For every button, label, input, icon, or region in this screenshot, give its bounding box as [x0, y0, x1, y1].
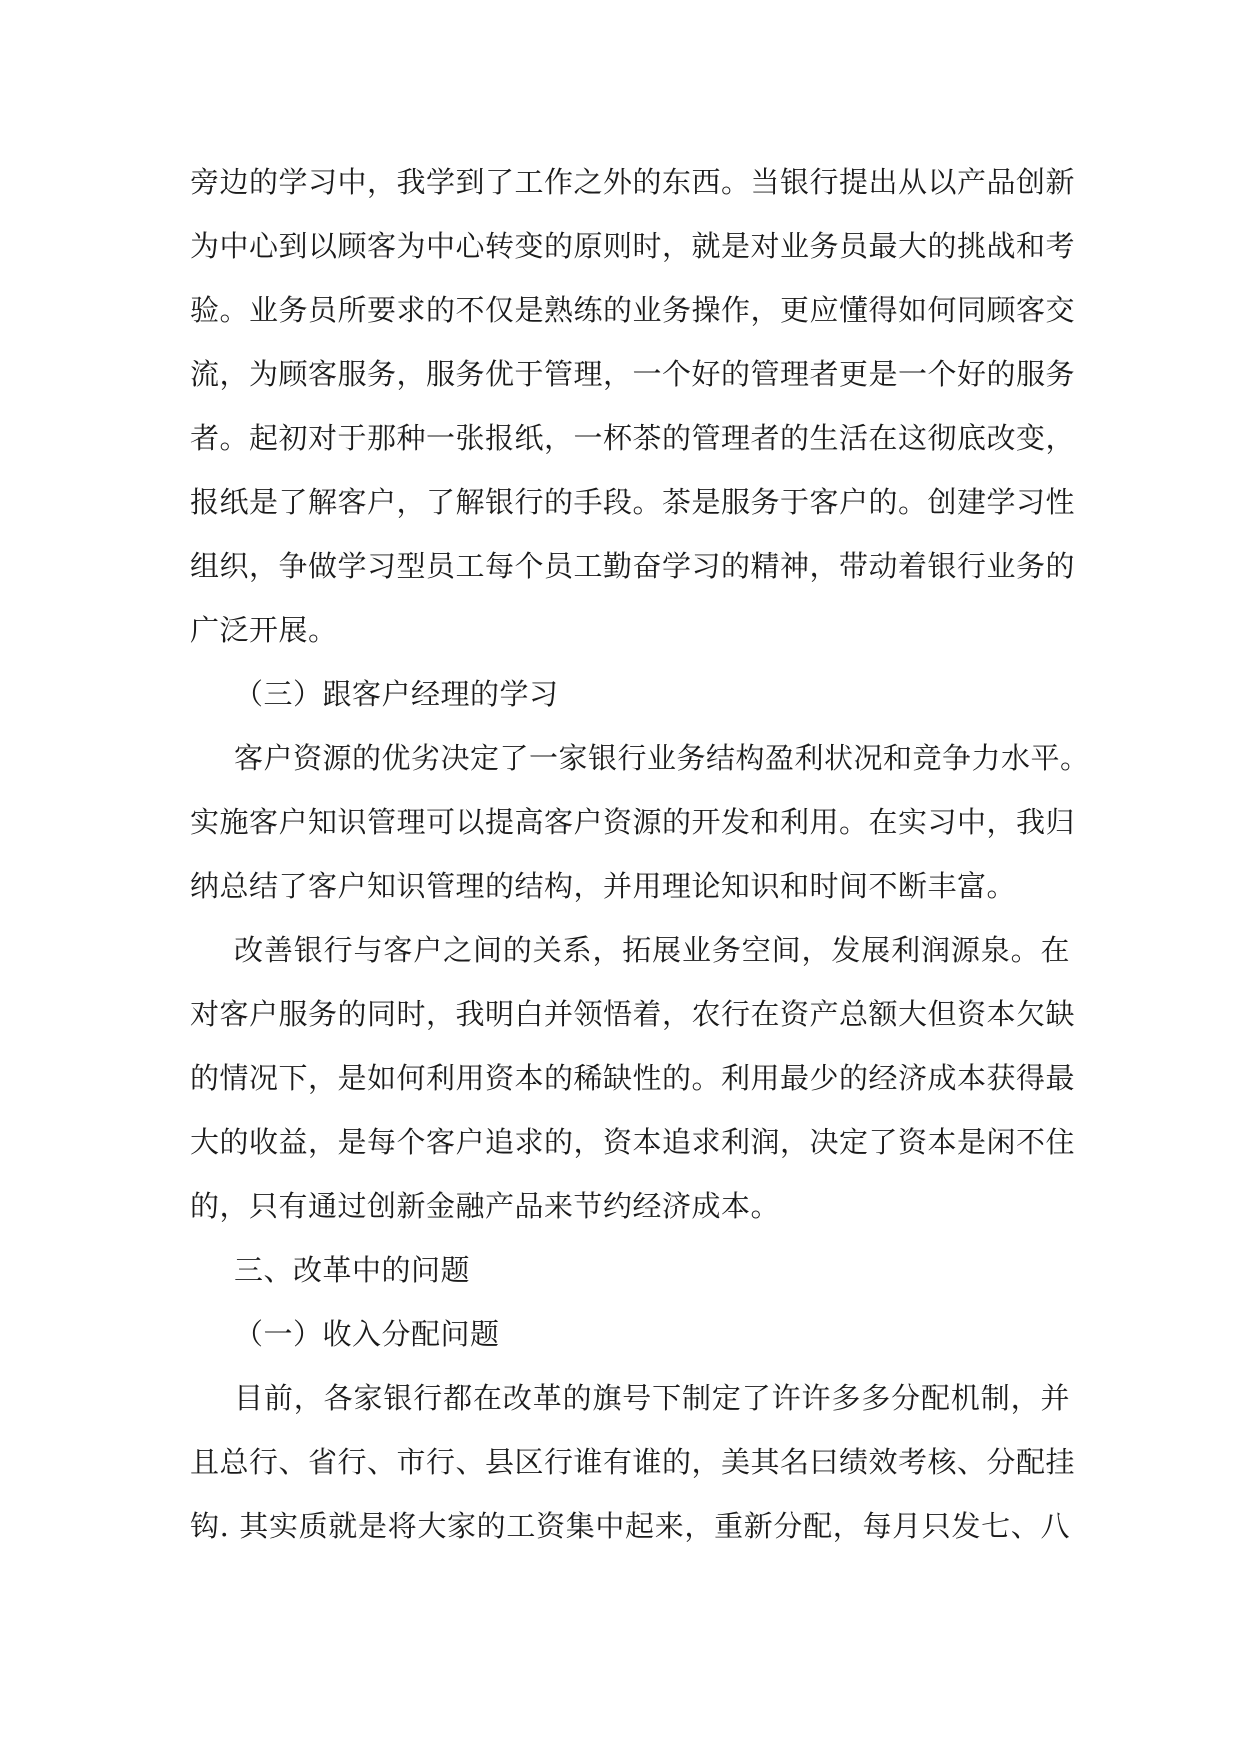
text-line: 组织，争做学习型员工每个员工勤奋学习的精神，带动着银行业务的 [190, 549, 1076, 583]
chapter-heading: 三、改革中的问题 [234, 1253, 471, 1287]
paragraph-first-line: 目前，各家银行都在改革的旗号下制定了许许多多分配机制，并 [234, 1381, 1070, 1415]
section-heading: （一）收入分配问题 [234, 1317, 500, 1351]
text-line: 报纸是了解客户，了解银行的手段。茶是服务于客户的。创建学习性 [190, 485, 1076, 519]
text-line: 大的收益，是每个客户追求的，资本追求利润，决定了资本是闲不住 [190, 1125, 1076, 1159]
text-line: 旁边的学习中，我学到了工作之外的东西。当银行提出从以产品创新 [190, 165, 1076, 199]
paragraph-end-line: 的，只有通过创新金融产品来节约经济成本。 [190, 1189, 781, 1223]
text-line: 对客户服务的同时，我明白并领悟着，农行在资产总额大但资本欠缺 [190, 997, 1076, 1031]
paragraph-first-line: 改善银行与客户之间的关系，拓展业务空间，发展利润源泉。在 [234, 933, 1070, 967]
section-heading: （三）跟客户经理的学习 [234, 677, 559, 711]
paragraph-first-line: 客户资源的优劣决定了一家银行业务结构盈利状况和竞争力水平。 [234, 741, 1090, 775]
text-line: 实施客户知识管理可以提高客户资源的开发和利用。在实习中，我归 [190, 805, 1076, 839]
text-line: 的情况下，是如何利用资本的稀缺性的。利用最少的经济成本获得最 [190, 1061, 1076, 1095]
paragraph-end-line: 广泛开展。 [190, 613, 338, 647]
text-line: 且总行、省行、市行、县区行谁有谁的，美其名曰绩效考核、分配挂 [190, 1445, 1076, 1479]
text-line: 流，为顾客服务，服务优于管理，一个好的管理者更是一个好的服务 [190, 357, 1076, 391]
text-line: 者。起初对于那种一张报纸，一杯茶的管理者的生活在这彻底改变， [190, 421, 1076, 455]
text-line: 为中心到以顾客为中心转变的原则时，就是对业务员最大的挑战和考 [190, 229, 1076, 263]
paragraph-end-line: 纳总结了客户知识管理的结构，并用理论知识和时间不断丰富。 [190, 869, 1017, 903]
document-page [190, 150, 1090, 1558]
text-line: 验。业务员所要求的不仅是熟练的业务操作，更应懂得如何同顾客交 [190, 293, 1076, 327]
text-line: 钩. 其实质就是将大家的工资集中起来，重新分配，每月只发七、八 [190, 1509, 1070, 1543]
